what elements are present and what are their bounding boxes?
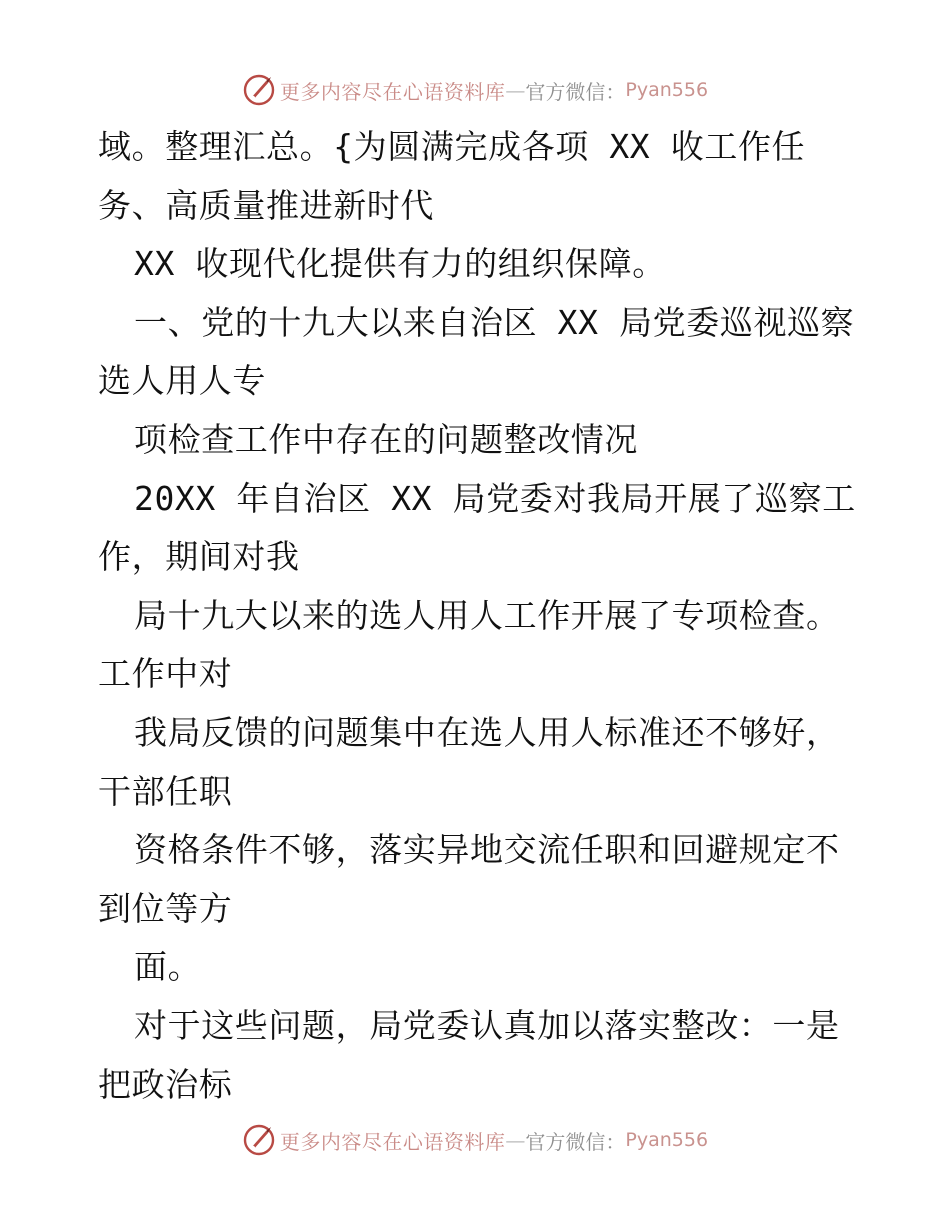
text-line: 域。整理汇总。{为圆满完成各项 XX 收工作任	[98, 127, 806, 166]
watermark-wechat-id: Pyan556	[625, 1129, 709, 1151]
watermark-separator: —	[505, 78, 526, 102]
text-line: 20XX 年自治区 XX 局党委对我局开展了巡察工	[134, 478, 856, 518]
quill-pen-seal-icon	[242, 1123, 276, 1157]
text-line: 作，期间对我	[98, 537, 300, 577]
text-line: 对于这些问题，局党委认真加以落实整改：一是	[134, 1005, 840, 1045]
watermark-label: 官方微信：	[525, 79, 626, 104]
text-line: 干部任职	[98, 771, 233, 811]
text-line: 面。	[134, 947, 202, 987]
text-line: 一、党的十九大以来自治区 XX 局党委巡视巡察	[134, 302, 855, 342]
text-line: 我局反馈的问题集中在选人用人标准还不够好，	[134, 712, 840, 752]
text-line: 项检查工作中存在的问题整改情况	[134, 419, 638, 459]
watermark-separator: —	[505, 1128, 526, 1152]
watermark-label: 官方微信：	[525, 1129, 626, 1154]
text-line: 务、高质量推进新时代	[98, 185, 434, 225]
watermark-main-text: 更多内容尽在心语资料库	[279, 1129, 506, 1154]
text-line: 把政治标	[98, 1064, 233, 1104]
text-line: 到位等方	[98, 888, 233, 928]
text-line: 资格条件不够，落实异地交流任职和回避规定不	[134, 830, 840, 870]
text-line: 局十九大以来的选人用人工作开展了专项检查。	[134, 595, 840, 635]
text-line: XX 收现代化提供有力的组织保障。	[134, 244, 666, 284]
watermark-main-text: 更多内容尽在心语资料库	[279, 79, 506, 104]
header-watermark	[0, 70, 950, 110]
text-line: 工作中对	[98, 654, 233, 694]
watermark-wechat-id: Pyan556	[625, 79, 709, 101]
quill-pen-seal-icon	[242, 73, 276, 107]
text-line: 选人用人专	[98, 361, 266, 401]
document-body	[98, 118, 888, 1114]
footer-watermark	[0, 1120, 950, 1160]
